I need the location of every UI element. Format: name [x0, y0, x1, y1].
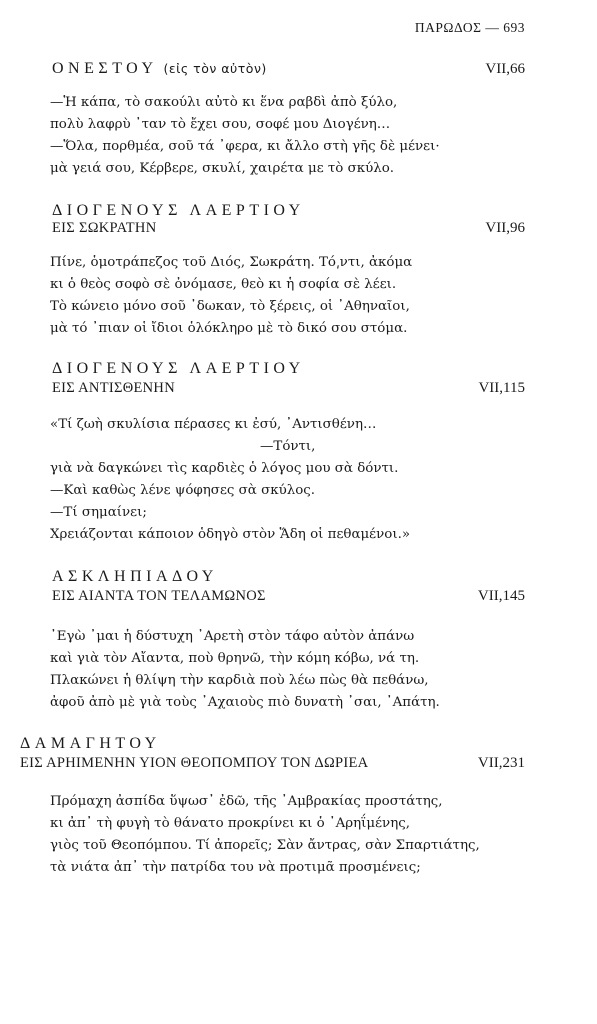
verse-reference: VII,115	[478, 380, 525, 396]
epigram-onestos	[0, 60, 597, 176]
poem-line: πολὺ λαφρὺ ᾽ταν τὸ ἔχει σου, σοφέ μου Διογένη…	[50, 117, 391, 132]
poem-text	[50, 92, 537, 180]
epigram-socrates	[0, 202, 597, 336]
poem-line: Πίνε, ὁμοτράπεζος τοῦ Διός, Σωκράτη. Τό͵ντι, ἀκόμα	[50, 255, 413, 270]
poem-text	[50, 626, 537, 714]
poem-line: —Ὅλα, πορθμέα, σοῦ τά ᾽φερα, κι ἄλλο στὴ γῆς δὲ μένει·	[50, 139, 440, 154]
poem-line: μὰ γειά σου, Κέρβερε, σκυλί, χαιρέτα με τὸ σκύλο.	[50, 161, 395, 176]
poem-text	[50, 791, 537, 879]
poem-text	[50, 414, 537, 546]
dedication-title: ΕΙΣ ΑΡΗΙΜΕΝΗΝ ΥΙΟΝ ΘΕΟΠΟΜΠΟΥ ΤΟΝ ΔΩΡΙΕΑ	[20, 755, 369, 771]
poem-line: τὰ νιάτα ἀπ᾽ τὴν πατρίδα του νὰ προτιμᾶ προσμένεις;	[50, 860, 421, 875]
author-name: ΟΝΕΣΤΟΥ	[52, 60, 158, 77]
verse-reference: VII,66	[485, 61, 525, 77]
poem-line: —Τόντι,	[260, 439, 316, 454]
poem-line: κι ὁ θεὸς σοφὸ σὲ ὀνόμασε, θεὸ κι ἡ σοφία σὲ λέει.	[50, 277, 397, 292]
poem-line: —Τί σημαίνει;	[50, 505, 147, 520]
dedication-title: ΕΙΣ ΣΩΚΡΑΤΗΝ	[52, 220, 157, 236]
poem-line: μὰ τό ᾽πιαν οἱ ἴδιοι ὁλόκληρο μὲ τὸ δικό σου στόμα.	[50, 321, 408, 336]
poem-line: —Ἡ κάπα, τὸ σακούλι αὐτὸ κι ἕνα ραβδὶ ἀπὸ ξύλο,	[50, 95, 398, 110]
author-name: ΔΙΟΓΕΝΟΥΣ ΛΑΕΡΤΙΟΥ	[52, 360, 305, 377]
author-name: ΔΑΜΑΓΗΤΟΥ	[20, 735, 161, 752]
poem-line: ἀφοῦ ἀπὸ μὲ γιὰ τοὺς ᾽Αχαιοὺς πιὸ δυνατὴ ᾽σαι, ᾽Απάτη.	[50, 695, 440, 710]
poem-line: Πρόμαχη ἀσπίδα ὕψωσ᾽ ἐδῶ, τῆς ᾽Αμβρακίας προστάτης,	[50, 794, 443, 809]
author-heading	[52, 60, 267, 78]
verse-reference: VII,145	[477, 588, 525, 604]
author-name: ΔΙΟΓΕΝΟΥΣ ΛΑΕΡΤΙΟΥ	[52, 202, 305, 219]
poem-line: Πλακώνει ἡ θλίψη τὴν καρδιὰ ποὺ λέω πὼς θὰ πεθάνω,	[50, 673, 429, 688]
poem-text	[50, 252, 537, 340]
epigram-arimenes	[0, 735, 597, 875]
epigram-ajax	[0, 568, 597, 710]
dedication-title: ΕΙΣ ΑΝΤΙΣΘΕΝΗΝ	[52, 380, 175, 396]
poem-line: Τὸ κώνειο μόνο σοῦ ᾽δωκαν, τὸ ξέρεις, οἱ ᾽Αθηναῖοι,	[50, 299, 410, 314]
poem-line: Χρειάζονται κάποιον ὁδηγὸ στὸν Ἅδη οἱ πεθαμένοι.»	[50, 527, 411, 542]
dedication-title: ΕΙΣ ΑΙΑΝΤΑ ΤΟΝ ΤΕΛΑΜΩΝΟΣ	[52, 588, 266, 604]
running-head: ΠΑΡΩΔΟΣ — 693	[414, 20, 525, 35]
epigram-antisthenes	[0, 360, 597, 542]
poem-line: ᾽Εγὼ ᾽μαι ἡ δύστυχη ᾽Αρετὴ στὸν τάφο αὐτὸν ἀπάνω	[50, 629, 415, 644]
verse-reference: VII,231	[477, 755, 525, 771]
poem-line: καὶ γιὰ τὸν Αἴαντα, ποὺ θρηνῶ, τὴν κόμη κόβω, νά τη.	[50, 651, 420, 666]
poem-line: κι ἀπ᾽ τὴ φυγὴ τὸ θάνατο προκρίνει κι ὁ ᾽Αρηΐμένης,	[50, 816, 410, 831]
author-name: ΑΣΚΛΗΠΙΑΔΟΥ	[52, 568, 218, 585]
poem-line: —Καὶ καθὼς λένε ψόφησες σὰ σκύλος.	[50, 483, 316, 498]
verse-reference: VII,96	[485, 220, 525, 236]
poem-line: «Τί ζωὴ σκυλίσια πέρασες κι ἐσύ, ᾽Αντισθένη…	[50, 417, 377, 432]
poem-line: γιὸς τοῦ Θεοπόμπου. Τί ἀπορεῖς; Σὰν ἄντρας, σὰν Σπαρτιάτης,	[50, 838, 480, 853]
poem-line: γιὰ νὰ δαγκώνει τὶς καρδιὲς ὁ λόγος μου σὰ δόντι.	[50, 461, 399, 476]
author-note: (εἰς τὸν αὐτὸν)	[163, 61, 267, 76]
